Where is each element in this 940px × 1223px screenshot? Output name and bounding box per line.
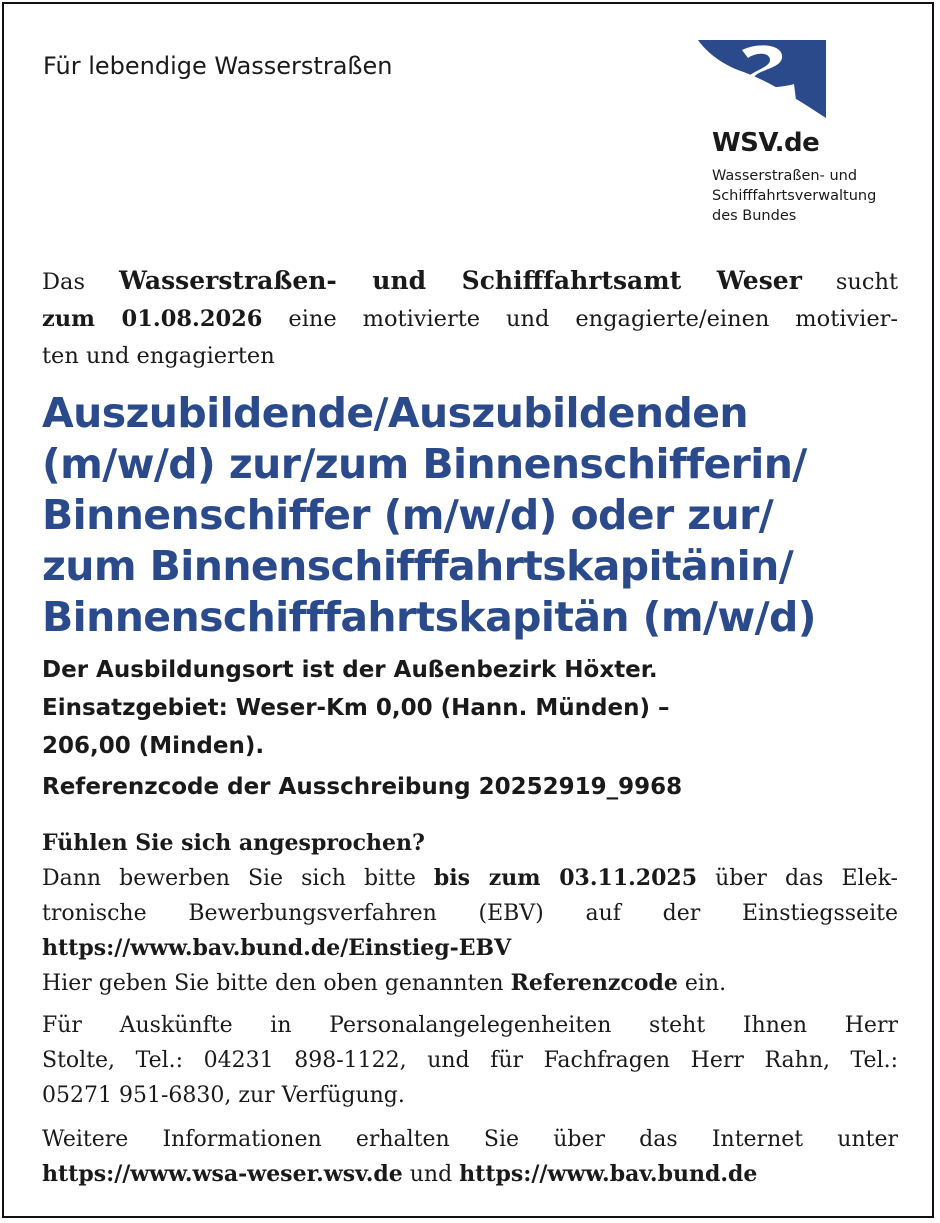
contact-line: Für Auskünfte in Personalangelegenheiten steht Ihnen Herr [42, 1013, 898, 1038]
start-date: zum 01.08.2026 [42, 306, 263, 332]
apply-line-3: tronische Bewerbungsverfahren (EBV) auf der Einstiegsseite [42, 901, 898, 926]
apply-question [42, 826, 898, 861]
org-line: Schifffahrtsverwaltung [712, 188, 877, 204]
intro-text: eine motivierte und engagierte/einen motivier- [288, 306, 899, 332]
location-line: Der Ausbildungsort ist der Außenbezirk Höxter. [42, 657, 658, 683]
intro-line-2 [42, 301, 898, 338]
tagline: Für lebendige Wasserstraßen [43, 52, 393, 80]
job-title-line: Auszubildende/Auszubildenden [42, 389, 749, 437]
job-title-line: Binnenschiffer (m/w/d) oder zur/ [42, 491, 774, 539]
ebv-link[interactable]: https://www.bav.bund.de/Einstieg-EBV [42, 935, 512, 961]
org-line: Wasserstraßen- und [712, 168, 858, 184]
job-title-line: Binnenschifffahrtskapitän (m/w/d) [42, 593, 816, 641]
org-name [712, 166, 922, 226]
wsv-brand: WSV.de [712, 128, 820, 158]
reference-code: Referenzcode der Ausschreibung 20252919_9968 [42, 774, 683, 800]
job-title-line: (m/w/d) zur/zum Binnenschifferin/ [42, 440, 807, 488]
bav-link[interactable]: https://www.bav.bund.de [459, 1161, 758, 1187]
location-line: 206,00 (Minden). [42, 733, 265, 759]
apply-line-5 [42, 966, 898, 1001]
intro-paragraph [42, 262, 898, 375]
contact-line: Stolte, Tel.: 04231 898-1122, und für Fachfragen Herr Rahn, Tel.: [42, 1048, 898, 1073]
intro-line-3: ten und engagierten [42, 343, 275, 369]
application-info [42, 826, 898, 1001]
location-line: Einsatzgebiet: Weser-Km 0,00 (Hann. Münden) – [42, 695, 670, 721]
contact-line: 05271 951-6830, zur Verfügung. [42, 1083, 405, 1108]
contact-info [42, 1008, 898, 1113]
apply-text: Dann bewerben Sie sich bitte [42, 866, 416, 891]
more-info [42, 1122, 898, 1192]
location-info [42, 651, 902, 765]
intro-text: sucht [835, 269, 899, 295]
apply-text: über das Elek- [715, 866, 898, 891]
more-line: Weitere Informationen erhalten Sie über das Internet unter [42, 1127, 898, 1152]
apply-url-line [42, 931, 898, 966]
reference-code-hint: Referenzcode [510, 970, 678, 996]
apply-line-2 [42, 861, 898, 896]
more-links-line [42, 1157, 898, 1192]
job-title [42, 388, 922, 643]
intro-text: Das [42, 269, 86, 295]
agency-name: Wasserstraßen- und Schifffahrtsamt Weser [119, 266, 802, 295]
intro-line-1 [42, 262, 898, 301]
wsv-wave-logo-icon [698, 40, 826, 118]
job-title-line: zum Binnenschifffahrtskapitänin/ [42, 542, 794, 590]
apply-question-text: Fühlen Sie sich angesprochen? [42, 830, 425, 856]
wsa-weser-link[interactable]: https://www.wsa-weser.wsv.de [42, 1161, 403, 1187]
apply-text: ein. [684, 971, 727, 996]
apply-text: Hier geben Sie bitte den oben genannten [42, 971, 504, 996]
more-text: und [409, 1162, 453, 1187]
deadline: bis zum 03.11.2025 [433, 865, 698, 891]
org-line: des Bundes [712, 208, 797, 224]
